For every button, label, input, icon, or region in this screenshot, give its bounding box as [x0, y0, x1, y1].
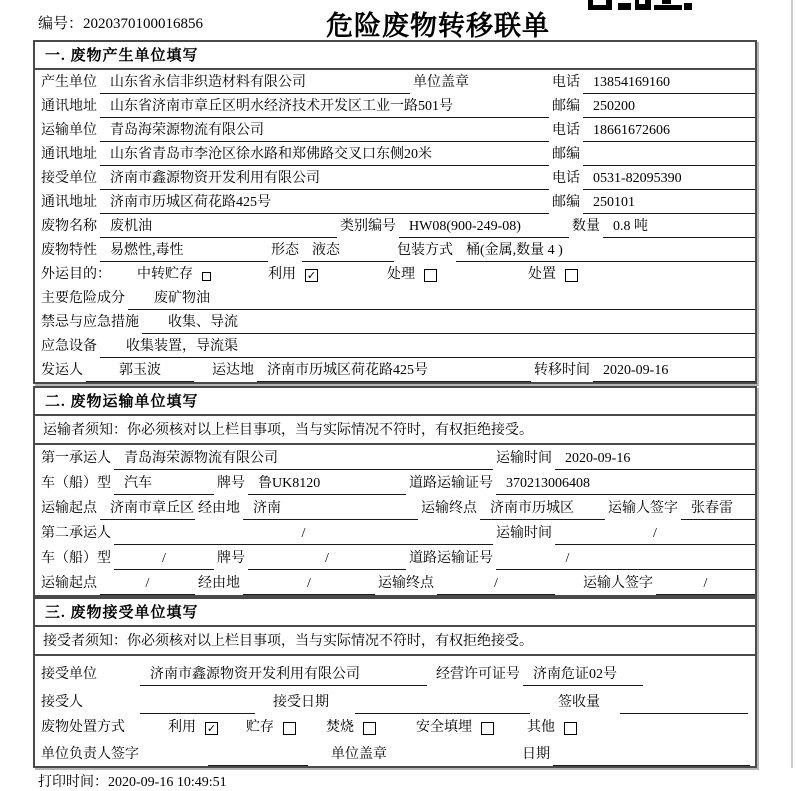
- field-receiver-phone: 0531-82095390: [583, 171, 755, 190]
- label-received-quantity: 签收量: [558, 695, 600, 710]
- option-disposal-storage: 贮存: [246, 720, 274, 735]
- label-via-2: 经由地: [198, 576, 240, 591]
- field-acceptor-blank[interactable]: [140, 711, 255, 714]
- label-receiver-unit: 接受单位: [41, 171, 97, 186]
- label-date-3: 日期: [522, 747, 550, 762]
- field-carrier-signature-1: 张春雷: [681, 497, 755, 520]
- field-second-carrier[interactable]: /: [114, 526, 493, 545]
- field-transport-unit: 青岛海荣源物流有限公司: [100, 119, 549, 142]
- label-producer-phone: 电话: [552, 75, 580, 90]
- label-transport-unit: 运输单位: [41, 123, 97, 138]
- row-waste-name: [35, 214, 755, 238]
- label-transport-address: 通讯地址: [41, 147, 97, 162]
- field-road-permit-1: 370213006408: [496, 476, 755, 495]
- label-receiver-zip: 邮编: [552, 195, 580, 210]
- field-destination: 济南市历城区荷花路425号: [257, 359, 531, 382]
- label-emergency-equipment: 应急设备: [41, 339, 97, 354]
- field-endpoint-1: 济南市历城区: [480, 497, 605, 520]
- row-vehicle-1: [35, 470, 755, 495]
- field-plate-1: 鲁UK8120: [248, 472, 406, 495]
- field-packaging: 桶(金属,数量 4 ): [456, 239, 755, 262]
- row-responsible-signature: [35, 739, 755, 766]
- label-accept-date: 接受日期: [273, 695, 329, 710]
- checkbox-disposal-landfill[interactable]: [481, 722, 494, 735]
- label-receiver-address: 通讯地址: [41, 195, 97, 210]
- serial-label: 编号：: [38, 16, 84, 32]
- label-license-number: 经营许可证号: [436, 667, 520, 682]
- option-dispose: 处置: [528, 267, 556, 282]
- label-origin-1: 运输起点: [41, 501, 97, 516]
- field-receiver-address: 济南市历城区荷花路425号: [100, 191, 549, 214]
- field-transport-time-2[interactable]: /: [555, 526, 755, 545]
- field-road-permit-2[interactable]: /: [496, 551, 755, 570]
- field-emergency-equipment: 收集装置，导流渠: [100, 335, 755, 358]
- field-physical-form: 液态: [302, 239, 394, 262]
- transporter-notice: 运输者须知：你必须核对以上栏目事项，当与实际情况不符时，有权拒绝接受。: [35, 416, 755, 445]
- row-accepting-unit: [35, 656, 755, 686]
- field-plate-2[interactable]: /: [248, 551, 406, 570]
- checkbox-disposal-storage[interactable]: [283, 722, 296, 735]
- label-carrier-signature-2: 运输人签字: [583, 576, 653, 591]
- label-carrier-signature-1: 运输人签字: [608, 501, 678, 516]
- field-accepting-unit: 济南市鑫源物资开发利用有限公司: [140, 663, 427, 686]
- label-producer-unit: 产生单位: [41, 75, 97, 90]
- section-receiver-unit: [33, 597, 757, 768]
- row-vehicle-2: [35, 545, 755, 570]
- label-second-carrier: 第二承运人: [41, 526, 111, 541]
- label-waste-name: 废物名称: [41, 219, 97, 234]
- field-transport-zip-blank[interactable]: [583, 163, 755, 166]
- field-endpoint-2[interactable]: /: [437, 576, 555, 595]
- label-plate-2: 牌号: [217, 551, 245, 566]
- row-emergency-equipment: [35, 334, 755, 358]
- print-time-label: 打印时间：: [38, 775, 108, 790]
- field-contraindications: 收集、导流: [142, 311, 755, 334]
- label-physical-form: 形态: [271, 243, 299, 258]
- section1-heading: 一. 废物产生单位填写: [35, 42, 755, 70]
- row-receiver-unit: [35, 166, 755, 190]
- print-time-line: [38, 771, 796, 791]
- label-receiver-phone: 电话: [552, 171, 580, 186]
- field-receiver-zip: 250101: [583, 195, 755, 214]
- field-via-1: 济南: [243, 497, 418, 520]
- field-received-quantity-blank[interactable]: [620, 711, 748, 714]
- label-destination: 运达地: [212, 363, 254, 378]
- field-quantity: 0.8 吨: [603, 215, 755, 238]
- row-route-1: [35, 495, 755, 520]
- field-producer-unit: 山东省永信非织造材料有限公司: [100, 71, 410, 94]
- label-first-carrier: 第一承运人: [41, 451, 111, 466]
- label-producer-zip: 邮编: [552, 99, 580, 114]
- label-accepting-unit: 接受单位: [41, 667, 97, 682]
- field-origin-2[interactable]: /: [100, 576, 195, 595]
- field-receiver-unit: 济南市鑫源物资开发利用有限公司: [100, 167, 549, 190]
- label-road-permit-1: 道路运输证号: [409, 476, 493, 491]
- field-waste-name: 废机油: [100, 215, 337, 238]
- field-vehicle-type-1: 汽车: [114, 472, 214, 495]
- row-transport-address: [35, 142, 755, 166]
- row-second-carrier: [35, 520, 755, 545]
- field-producer-phone: 13854169160: [583, 75, 755, 94]
- section-generator-unit: [33, 40, 757, 384]
- row-receiver-address: [35, 190, 755, 214]
- label-unit-stamp: 单位盖章: [413, 75, 469, 90]
- label-main-hazard: 主要危险成分: [41, 291, 125, 306]
- row-waste-characteristics: [35, 238, 755, 262]
- option-transfer-storage: 中转贮存: [137, 267, 193, 282]
- checkbox-disposal-utilize[interactable]: ✓: [206, 722, 217, 735]
- field-main-hazard: 废矿物油: [128, 287, 755, 310]
- label-transfer-date: 转移时间: [534, 363, 590, 378]
- row-main-hazard: [35, 286, 755, 310]
- page-right-edge: [791, 0, 793, 768]
- field-consignor: 郭玉波: [86, 359, 194, 382]
- checkbox-disposal-other[interactable]: [564, 722, 577, 735]
- label-plate-1: 牌号: [217, 476, 245, 491]
- label-quantity: 数量: [572, 219, 600, 234]
- qr-code-icon: [588, 0, 692, 10]
- label-disposal-method: 废物处置方式: [41, 720, 125, 735]
- label-via-1: 经由地: [198, 501, 240, 516]
- option-disposal-landfill: 安全填埋: [416, 720, 472, 735]
- checkbox-treat[interactable]: [424, 269, 437, 282]
- field-origin-1: 济南市章丘区: [100, 497, 195, 520]
- checkbox-dispose[interactable]: [565, 269, 578, 282]
- section2-heading: 二. 废物运输单位填写: [35, 388, 755, 416]
- label-vehicle-type-2: 车（船）型: [41, 551, 111, 566]
- field-date-3-blank[interactable]: [553, 763, 750, 766]
- field-vehicle-type-2[interactable]: /: [114, 551, 214, 570]
- row-producer-address: [35, 94, 755, 118]
- form-header: [0, 0, 796, 40]
- label-waste-characteristics: 废物特性: [41, 243, 97, 258]
- label-contraindications: 禁忌与应急措施: [41, 315, 139, 330]
- section-transport-unit: [33, 386, 757, 597]
- section3-heading: 三. 废物接受单位填写: [35, 599, 755, 627]
- field-category-code: HW08(900-249-08): [399, 219, 569, 238]
- field-transport-time-1: 2020-09-16: [555, 451, 755, 470]
- field-first-carrier: 青岛海荣源物流有限公司: [114, 447, 493, 470]
- checkbox-transfer-storage[interactable]: [202, 272, 211, 281]
- field-via-2[interactable]: /: [243, 576, 375, 595]
- row-transport-unit: [35, 118, 755, 142]
- field-carrier-signature-2[interactable]: /: [656, 576, 755, 595]
- row-disposal-method: [35, 714, 755, 739]
- field-accept-date-blank[interactable]: [355, 711, 530, 714]
- page-title: 危险废物转移联单: [326, 11, 550, 41]
- field-transport-phone: 18661672606: [583, 123, 755, 142]
- field-producer-zip: 250200: [583, 99, 755, 118]
- row-route-2: [35, 570, 755, 595]
- label-transport-time-2: 运输时间: [496, 526, 552, 541]
- row-consignor: [35, 358, 755, 382]
- label-transport-time-1: 运输时间: [496, 451, 552, 466]
- label-transport-phone: 电话: [552, 123, 580, 138]
- label-origin-2: 运输起点: [41, 576, 97, 591]
- checkbox-disposal-incinerate[interactable]: [363, 722, 376, 735]
- label-road-permit-2: 道路运输证号: [409, 551, 493, 566]
- label-transport-zip: 邮编: [552, 147, 580, 162]
- row-acceptor: [35, 686, 755, 714]
- field-responsible-signature-blank[interactable]: [208, 763, 308, 766]
- label-consignor: 发运人: [41, 363, 83, 378]
- label-category-code: 类别编号: [340, 219, 396, 234]
- row-contraindications: [35, 310, 755, 334]
- field-producer-address: 山东省济南市章丘区明水经济技术开发区工业一路501号: [100, 95, 549, 118]
- label-packaging: 包装方式: [397, 243, 453, 258]
- row-producer-unit: [35, 70, 755, 94]
- label-responsible-signature: 单位负责人签字: [41, 747, 139, 762]
- label-acceptor: 接受人: [41, 695, 83, 710]
- checkbox-utilize[interactable]: ✓: [306, 269, 317, 282]
- row-first-carrier: [35, 445, 755, 470]
- row-outbound-purpose: [35, 262, 755, 286]
- option-disposal-incinerate: 焚烧: [326, 720, 354, 735]
- label-unit-stamp-3: 单位盖章: [331, 747, 387, 762]
- label-producer-address: 通讯地址: [41, 99, 97, 114]
- label-endpoint-2: 运输终点: [378, 576, 434, 591]
- option-disposal-other: 其他: [527, 720, 555, 735]
- serial-value: 2020370100016856: [83, 16, 204, 32]
- field-license-number: 济南危证02号: [523, 663, 643, 686]
- serial-number-line: [38, 12, 203, 33]
- print-time-value: 2020-09-16 10:49:51: [108, 775, 227, 790]
- field-transfer-date: 2020-09-16: [593, 363, 755, 382]
- option-disposal-utilize: 利用: [168, 720, 196, 735]
- label-endpoint-1: 运输终点: [421, 501, 477, 516]
- label-outbound-purpose: 外运目的：: [41, 267, 111, 282]
- receiver-notice: 接受者须知：你必须核对以上栏目事项，当与实际情况不符时，有权拒绝接受。: [35, 627, 755, 656]
- field-waste-characteristics: 易燃性,毒性: [100, 239, 268, 262]
- option-utilize: 利用: [268, 267, 296, 282]
- label-vehicle-type-1: 车（船）型: [41, 476, 111, 491]
- field-transport-address: 山东省青岛市李沧区徐水路和郑佛路交叉口东侧20米: [100, 143, 549, 166]
- option-treat: 处理: [387, 267, 415, 282]
